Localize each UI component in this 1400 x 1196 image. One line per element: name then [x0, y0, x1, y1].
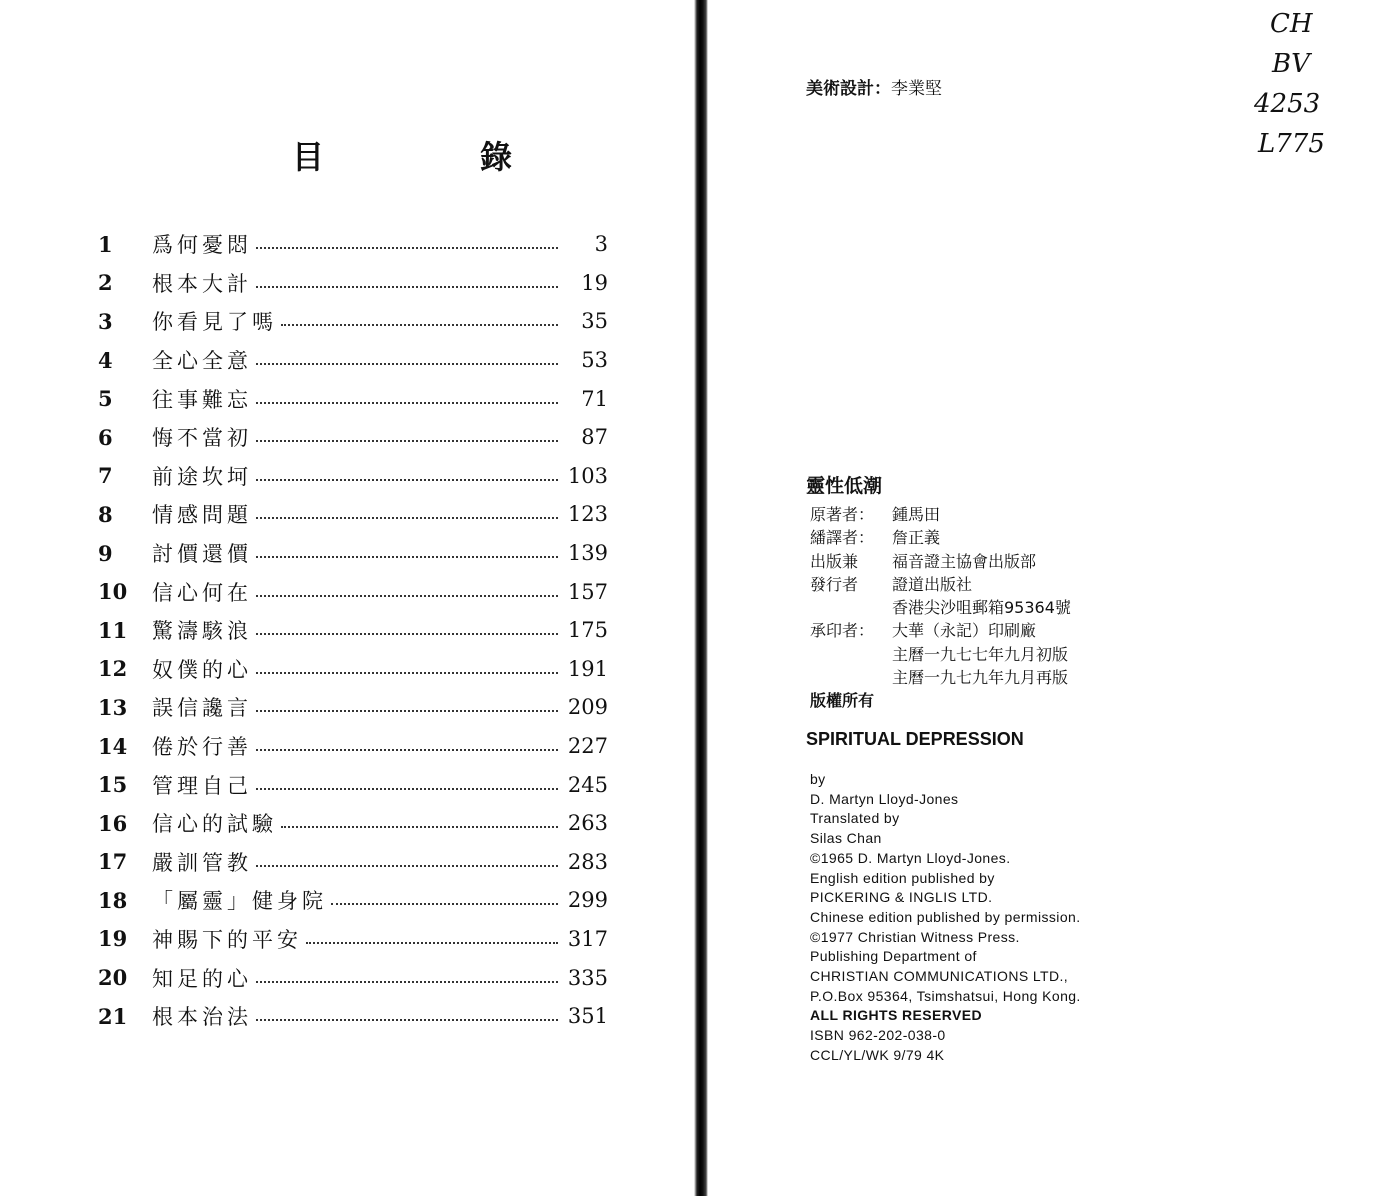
page-number: 175	[567, 618, 608, 643]
toc-title: 目 錄	[292, 138, 575, 176]
english-publication-details	[810, 770, 1081, 1066]
toc-entry	[98, 611, 608, 650]
detail-value: 鍾馬田	[892, 505, 941, 524]
page-number: 191	[567, 656, 608, 681]
page-number: 209	[567, 695, 608, 720]
leader-dots	[256, 479, 558, 481]
english-detail-line: ALL RIGHTS RESERVED	[810, 1007, 982, 1024]
english-detail-line: D. Martyn Lloyd-Jones	[810, 790, 959, 807]
chapter-number: 9	[98, 540, 113, 566]
chapter-title: 信心何在	[152, 580, 252, 605]
toc-entry	[98, 997, 608, 1036]
detail-label	[810, 666, 892, 689]
chapter-number: 1	[98, 231, 113, 257]
detail-label: 發行者	[810, 574, 859, 594]
chapter-title: 管理自己	[152, 773, 252, 798]
detail-label	[810, 643, 892, 666]
english-detail-line: by	[810, 771, 826, 787]
chapter-number: 6	[98, 424, 113, 450]
page-number: 71	[581, 386, 608, 411]
art-design-credit	[806, 74, 942, 99]
chapter-number: 2	[98, 270, 113, 296]
toc-entry	[98, 264, 608, 303]
chapter-title: 爲何憂悶	[152, 233, 252, 258]
chinese-detail-row	[810, 526, 1071, 549]
page-number: 103	[567, 463, 608, 488]
chinese-book-title: 靈性低潮	[806, 475, 883, 497]
chapter-title: 前途坎坷	[152, 464, 252, 489]
chapter-number: 16	[98, 810, 128, 836]
art-design-name: 李業堅	[891, 79, 942, 99]
toc-entry	[98, 495, 608, 534]
toc-entry	[98, 572, 608, 611]
english-detail-line: ©1965 D. Martyn Lloyd-Jones.	[810, 849, 1011, 866]
toc-entry	[98, 418, 608, 457]
chinese-detail-row	[810, 503, 1071, 526]
leader-dots	[256, 363, 558, 365]
detail-value: 主曆一九七九年九月再版	[892, 668, 1069, 688]
english-book-title: SPIRITUAL DEPRESSION	[806, 729, 1024, 749]
chinese-detail-row	[810, 643, 1071, 666]
chapter-number: 13	[98, 694, 128, 720]
toc-entry	[98, 727, 608, 766]
chapter-number: 18	[98, 887, 128, 913]
chapter-title: 奴僕的心	[152, 657, 252, 682]
leader-dots	[256, 595, 558, 597]
english-detail-line: Publishing Department of	[810, 948, 977, 965]
english-detail-line: ©1977 Christian Witness Press.	[810, 928, 1020, 945]
english-detail-line: CHRISTIAN COMMUNICATIONS LTD.,	[810, 968, 1069, 985]
page-number: 35	[581, 309, 608, 334]
chapter-title: 討價還價	[152, 542, 252, 567]
english-detail-line: CCL/YL/WK 9/79 4K	[810, 1046, 945, 1063]
english-detail-line: Silas Chan	[810, 830, 882, 847]
leader-dots	[281, 826, 558, 828]
page-number: 245	[567, 772, 608, 797]
toc-entry	[98, 958, 608, 997]
page-number: 317	[567, 926, 608, 951]
detail-value: 證道出版社	[892, 574, 973, 594]
chapter-title: 全心全意	[152, 349, 252, 374]
call-number-line: L775	[1258, 129, 1325, 159]
page-number: 53	[581, 348, 608, 373]
leader-dots	[306, 942, 558, 944]
chapter-number: 14	[98, 733, 128, 759]
english-detail-line: Translated by	[810, 810, 900, 827]
leader-dots	[256, 402, 558, 404]
chapter-title: 信心的試驗	[152, 812, 277, 837]
leader-dots	[256, 749, 558, 751]
chapter-number: 5	[98, 386, 113, 412]
leader-dots	[256, 865, 558, 867]
chapter-number: 15	[98, 772, 128, 798]
leader-dots	[256, 788, 558, 790]
toc-entry	[98, 225, 608, 264]
page-number: 335	[567, 965, 608, 990]
chapter-number: 12	[98, 656, 128, 682]
chapter-number: 17	[98, 849, 128, 875]
leader-dots	[281, 324, 558, 326]
toc-entry	[98, 804, 608, 843]
toc-list	[98, 225, 608, 1035]
detail-value: 大華（永記）印刷廠	[892, 621, 1037, 641]
toc-entry	[98, 843, 608, 882]
page-number: 123	[567, 502, 608, 527]
chinese-detail-row	[810, 596, 1071, 619]
chinese-detail-row	[810, 619, 1071, 642]
detail-value: 主曆一九七七年九月初版	[892, 644, 1069, 664]
detail-label	[810, 596, 892, 619]
page-number: 3	[594, 232, 608, 257]
chapter-title: 「屬靈」健身院	[152, 889, 327, 914]
art-design-label: 美術設計：	[806, 79, 891, 99]
detail-value: 福音證主協會出版部	[892, 551, 1037, 571]
page-number: 283	[567, 849, 608, 874]
english-detail-line: PICKERING & INGLIS LTD.	[810, 889, 993, 906]
chinese-rights-notice: 版權所有	[810, 691, 875, 711]
toc-entry	[98, 457, 608, 496]
leader-dots	[256, 286, 558, 288]
chapter-title: 根本大計	[152, 271, 252, 296]
english-detail-line: P.O.Box 95364, Tsimshatsui, Hong Kong.	[810, 987, 1081, 1004]
right-page-colophon	[706, 0, 1400, 1196]
chapter-title: 嚴訓管教	[152, 850, 252, 875]
chapter-title: 神賜下的平安	[152, 927, 302, 952]
chapter-title: 悔不當初	[152, 426, 252, 451]
page-number: 351	[567, 1004, 608, 1029]
call-number-line: CH	[1270, 9, 1313, 39]
chapter-title: 往事難忘	[152, 387, 252, 412]
page-number: 157	[567, 579, 608, 604]
chinese-detail-row	[810, 573, 1071, 596]
toc-entry	[98, 881, 608, 920]
call-number-line: BV	[1272, 49, 1310, 79]
chapter-number: 19	[98, 926, 128, 952]
chapter-title: 誤信讒言	[152, 696, 252, 721]
chapter-title: 倦於行善	[152, 735, 252, 760]
english-detail-line: English edition published by	[810, 869, 995, 886]
chapter-number: 4	[98, 347, 113, 373]
toc-entry	[98, 534, 608, 573]
chinese-detail-row	[810, 550, 1071, 573]
page-number: 299	[567, 888, 608, 913]
handwritten-call-number	[1248, 4, 1325, 164]
detail-label: 原著者：	[810, 505, 875, 524]
detail-value: 詹正義	[892, 528, 941, 548]
chinese-publication-details	[810, 503, 1071, 713]
leader-dots	[256, 247, 558, 249]
chapter-number: 11	[98, 617, 128, 643]
leader-dots	[256, 633, 558, 635]
chapter-title: 根本治法	[152, 1005, 252, 1030]
leader-dots	[256, 556, 558, 558]
english-detail-line: ISBN 962-202-038-0	[810, 1027, 946, 1044]
toc-entry	[98, 920, 608, 959]
detail-label: 承印者：	[810, 621, 875, 641]
chapter-title: 你看見了嗎	[152, 310, 277, 335]
leader-dots	[256, 981, 558, 983]
chapter-number: 10	[98, 579, 128, 605]
page-number: 263	[567, 811, 608, 836]
toc-entry	[98, 765, 608, 804]
chapter-number: 7	[98, 463, 113, 489]
call-number-line: 4253	[1254, 89, 1321, 119]
leader-dots	[256, 1019, 558, 1021]
leader-dots	[256, 440, 558, 442]
detail-label: 出版兼	[810, 551, 859, 571]
toc-entry	[98, 302, 608, 341]
chinese-detail-row	[810, 666, 1071, 689]
chapter-number: 8	[98, 501, 113, 527]
page-number: 87	[581, 425, 608, 450]
leader-dots	[256, 672, 558, 674]
page-number: 227	[567, 734, 608, 759]
page-number: 139	[567, 541, 608, 566]
chapter-number: 3	[98, 308, 113, 334]
toc-entry	[98, 341, 608, 380]
leader-dots	[256, 710, 558, 712]
detail-label: 繙譯者：	[810, 528, 875, 548]
page-number: 19	[581, 270, 608, 295]
toc-entry	[98, 379, 608, 418]
chapter-title: 驚濤駭浪	[152, 619, 252, 644]
chapter-number: 20	[98, 965, 128, 991]
leader-dots	[331, 903, 558, 905]
english-detail-line: Chinese edition published by permission.	[810, 908, 1081, 925]
toc-entry	[98, 688, 608, 727]
chapter-title: 知足的心	[152, 966, 252, 991]
detail-value: 香港尖沙咀郵箱95364號	[892, 598, 1071, 618]
chapter-number: 21	[98, 1003, 128, 1029]
toc-entry	[98, 650, 608, 689]
leader-dots	[256, 517, 558, 519]
chapter-title: 情感問題	[152, 503, 252, 528]
